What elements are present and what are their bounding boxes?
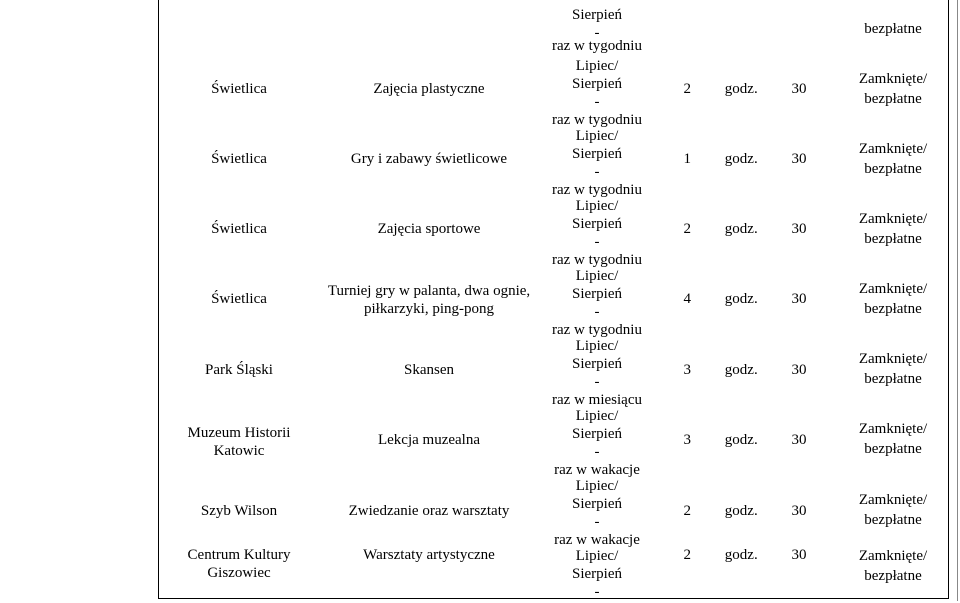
month-label-top: Sierpień xyxy=(572,7,622,23)
activity-cell: Skansen xyxy=(404,362,454,378)
status-cell: Zamknięte/ bezpłatne xyxy=(858,71,928,107)
place-cell-line1: Centrum Kultury xyxy=(187,547,291,563)
dash-top: - xyxy=(594,25,600,41)
activity-cell: Zajęcia sportowe xyxy=(377,221,481,237)
price-top: bezpłatne xyxy=(864,21,922,37)
place-cell: Świetlica xyxy=(211,291,267,307)
status-cell: Zamknięte/ bezpłatne xyxy=(858,351,928,387)
months-cell: Lipiec/ Sierpień - raz w miesiącu xyxy=(552,338,642,408)
place-cell: Świetlica xyxy=(211,151,267,167)
months-cell: Lipiec/ Sierpień - xyxy=(572,548,622,600)
place-cell-line2: Giszowiec xyxy=(207,565,271,581)
hours-cell: 1 godz. 30 xyxy=(683,151,807,167)
hours-cell: 4 godz. 30 xyxy=(683,291,807,307)
frequency-top: raz w tygodniu xyxy=(552,38,642,54)
hours-cell: 2 godz. 30 xyxy=(683,221,807,237)
status-cell: Zamknięte/ bezpłatne xyxy=(858,211,928,247)
hours-cell: 2 godz. 30 xyxy=(683,81,807,97)
activity-cell: Lekcja muzealna xyxy=(377,432,481,448)
activity-cell-line2: piłkarzyki, ping-pong xyxy=(364,301,494,317)
place-cell-line1: Muzeum Historii xyxy=(187,425,291,441)
activity-cell: Warsztaty artystyczne xyxy=(363,547,495,563)
place-cell: Park Śląski xyxy=(205,362,273,378)
place-cell: Szyb Wilson xyxy=(200,503,278,519)
months-cell: Lipiec/ Sierpień - raz w wakacje xyxy=(554,478,640,548)
hours-cell: 2 godz. 30 xyxy=(683,547,807,563)
status-cell: Zamknięte/ bezpłatne xyxy=(858,492,928,528)
place-cell-line2: Katowic xyxy=(213,443,265,459)
table-right-border xyxy=(948,0,949,599)
activity-cell: Zwiedzanie oraz warsztaty xyxy=(348,503,510,519)
months-cell: Lipiec/ Sierpień - raz w tygodniu xyxy=(552,198,642,268)
months-cell: Lipiec/ Sierpień - raz w tygodniu xyxy=(552,58,642,128)
activity-cell: Gry i zabawy świetlicowe xyxy=(350,151,508,167)
page-right-edge xyxy=(957,0,958,601)
status-cell: Zamknięte/ bezpłatne xyxy=(858,141,928,177)
activity-cell-line1: Turniej gry w palanta, dwa ognie, xyxy=(327,283,531,299)
place-cell: Świetlica xyxy=(211,81,267,97)
place-cell: Świetlica xyxy=(211,221,267,237)
months-cell: Lipiec/ Sierpień - raz w wakacje xyxy=(554,408,640,478)
hours-cell: 3 godz. 30 xyxy=(683,432,807,448)
months-cell: Lipiec/ Sierpień - raz w tygodniu xyxy=(552,268,642,338)
months-cell: Lipiec/ Sierpień - raz w tygodniu xyxy=(552,128,642,198)
status-cell: Zamknięte/ bezpłatne xyxy=(858,421,928,457)
status-cell: Zamknięte/ bezpłatne xyxy=(858,548,928,584)
table-left-border xyxy=(158,0,159,599)
status-cell: Zamknięte/ bezpłatne xyxy=(858,281,928,317)
hours-cell: 2 godz. 30 xyxy=(683,503,807,519)
hours-cell: 3 godz. 30 xyxy=(683,362,807,378)
activity-cell: Zajęcia plastyczne xyxy=(373,81,485,97)
